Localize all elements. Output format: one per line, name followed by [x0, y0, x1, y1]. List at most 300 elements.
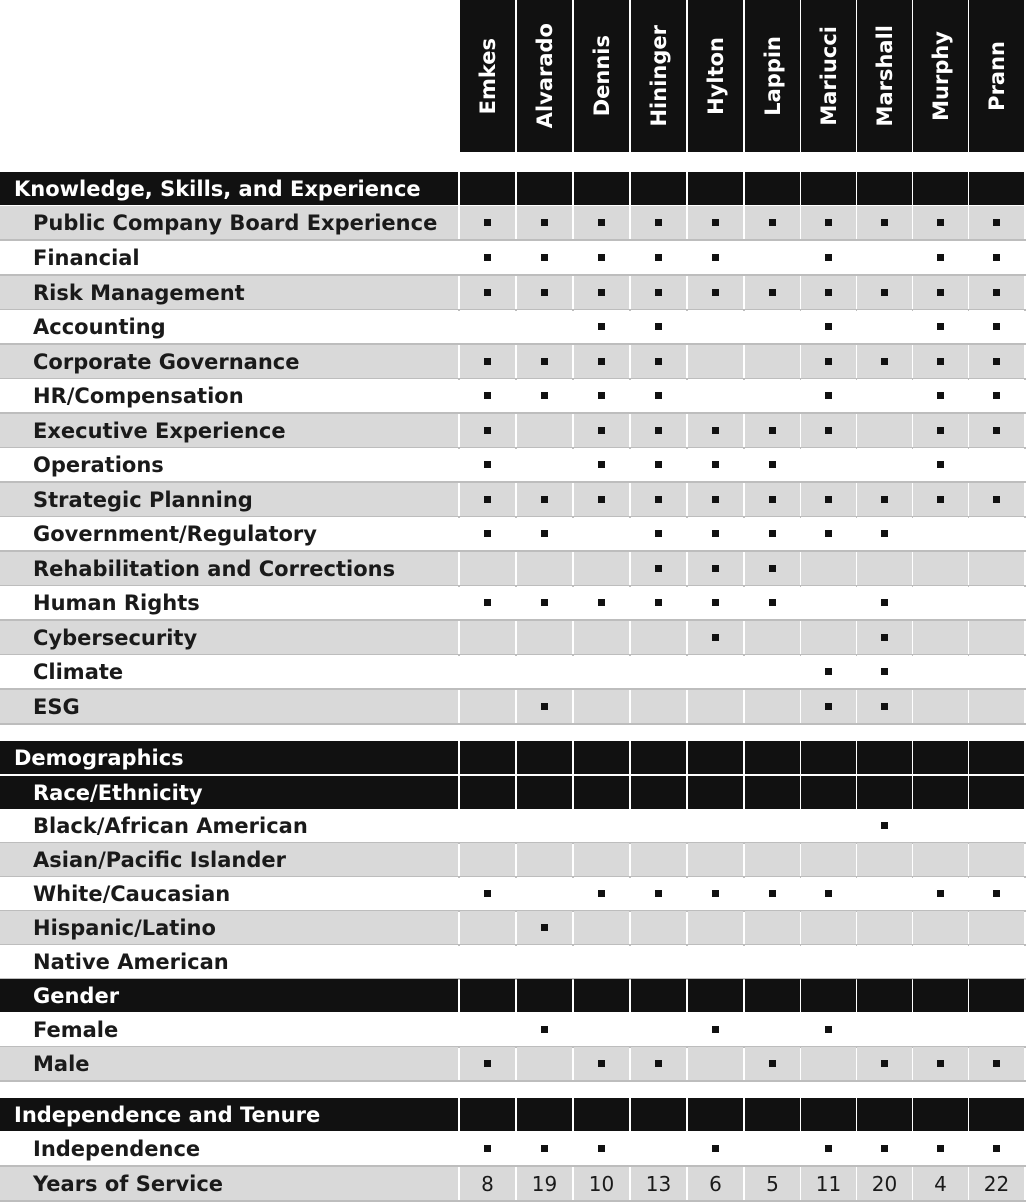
table-cell: [913, 483, 968, 516]
table-cell: [801, 483, 856, 516]
table-cell: [688, 172, 743, 205]
table-cell: [631, 552, 686, 585]
table-cell: [969, 345, 1024, 378]
table-cell: [688, 1098, 743, 1131]
table-cell: [913, 979, 968, 1012]
checkmark-square-icon: [541, 254, 548, 261]
row-label: Public Company Board Experience: [0, 206, 458, 239]
table-cell: [460, 776, 515, 809]
checkmark-square-icon: [881, 1145, 888, 1152]
table-cell: [913, 1098, 968, 1131]
table-cell: [745, 310, 800, 343]
director-column-header: [801, 0, 856, 152]
checkmark-square-icon: [769, 496, 776, 503]
checkmark-square-icon: [881, 634, 888, 641]
checkmark-square-icon: [825, 323, 832, 330]
table-cell: [688, 379, 743, 412]
checkmark-square-icon: [825, 219, 832, 226]
checkmark-square-icon: [881, 668, 888, 675]
table-cell: [857, 843, 912, 876]
table-cell: [574, 741, 629, 774]
table-row: [0, 843, 1026, 878]
table-cell: [688, 345, 743, 378]
checkmark-square-icon: [484, 599, 491, 606]
table-cell: [517, 945, 572, 978]
row-label: Human Rights: [0, 586, 458, 619]
checkmark-square-icon: [937, 289, 944, 296]
row-label: Female: [0, 1013, 458, 1046]
table-cell: [969, 517, 1024, 550]
table-cell: [517, 448, 572, 481]
checkmark-square-icon: [484, 461, 491, 468]
table-cell: [574, 310, 629, 343]
table-cell: [913, 945, 968, 978]
table-cell: [745, 1047, 800, 1080]
table-cell: [969, 1098, 1024, 1131]
table-cell: [460, 809, 515, 842]
table-row: [0, 655, 1026, 690]
table-cell: [857, 448, 912, 481]
checkmark-square-icon: [712, 289, 719, 296]
section-title: Independence and Tenure: [0, 1098, 458, 1131]
table-cell: [745, 877, 800, 910]
table-cell: [913, 310, 968, 343]
checkmark-square-icon: [937, 358, 944, 365]
table-cell: [460, 741, 515, 774]
table-cell: [857, 172, 912, 205]
checkmark-square-icon: [541, 392, 548, 399]
table-cell: [688, 586, 743, 619]
table-cell: [969, 241, 1024, 274]
table-cell: [574, 241, 629, 274]
checkmark-square-icon: [655, 254, 662, 261]
checkmark-square-icon: [881, 703, 888, 710]
checkmark-square-icon: [937, 1060, 944, 1067]
table-cell: [631, 483, 686, 516]
checkmark-square-icon: [484, 496, 491, 503]
table-cell: [745, 517, 800, 550]
table-cell: [857, 1047, 912, 1080]
table-cell: [913, 1132, 968, 1165]
checkmark-square-icon: [598, 358, 605, 365]
table-cell: [688, 1047, 743, 1080]
checkmark-square-icon: [484, 1060, 491, 1067]
table-cell: [631, 241, 686, 274]
checkmark-square-icon: [598, 461, 605, 468]
table-cell: [688, 276, 743, 309]
table-cell: [969, 379, 1024, 412]
table-cell: [460, 448, 515, 481]
table-cell: [857, 877, 912, 910]
table-cell: [517, 1047, 572, 1080]
table-cell: 13: [631, 1167, 686, 1200]
table-cell: [688, 206, 743, 239]
table-cell: [913, 741, 968, 774]
table-cell: [913, 379, 968, 412]
checkmark-square-icon: [598, 392, 605, 399]
section-header-row: [0, 172, 1026, 205]
checkmark-square-icon: [937, 427, 944, 434]
checkmark-square-icon: [993, 392, 1000, 399]
checkmark-square-icon: [484, 530, 491, 537]
checkmark-square-icon: [541, 599, 548, 606]
table-cell: [913, 1047, 968, 1080]
table-cell: [460, 945, 515, 978]
table-cell: [745, 379, 800, 412]
table-cell: [574, 414, 629, 447]
table-cell: [574, 911, 629, 944]
table-cell: [460, 310, 515, 343]
table-cell: [969, 690, 1024, 723]
table-cell: [517, 414, 572, 447]
checkmark-square-icon: [993, 1060, 1000, 1067]
table-cell: [460, 414, 515, 447]
checkmark-square-icon: [484, 254, 491, 261]
director-column-header: [913, 0, 968, 152]
row-label: Hispanic/Latino: [0, 911, 458, 944]
table-cell: [969, 172, 1024, 205]
director-column-header: [460, 0, 515, 152]
table-cell: [857, 586, 912, 619]
row-label: Asian/Pacific Islander: [0, 843, 458, 876]
checkmark-square-icon: [769, 427, 776, 434]
table-cell: [631, 379, 686, 412]
checkmark-square-icon: [484, 358, 491, 365]
table-cell: [688, 690, 743, 723]
table-cell: [517, 843, 572, 876]
table-cell: [913, 345, 968, 378]
checkmark-square-icon: [825, 358, 832, 365]
table-cell: 4: [913, 1167, 968, 1200]
table-cell: [913, 414, 968, 447]
table-cell: [517, 379, 572, 412]
table-cell: [517, 552, 572, 585]
table-cell: [801, 517, 856, 550]
table-cell: [969, 945, 1024, 978]
director-column-header: [745, 0, 800, 152]
table-cell: [460, 172, 515, 205]
table-cell: [801, 741, 856, 774]
checkmark-square-icon: [825, 530, 832, 537]
section-header-row: [0, 979, 1026, 1012]
table-cell: [913, 911, 968, 944]
checkmark-square-icon: [825, 668, 832, 675]
table-cell: [574, 276, 629, 309]
checkmark-square-icon: [598, 254, 605, 261]
checkmark-square-icon: [541, 703, 548, 710]
table-cell: [688, 1132, 743, 1165]
table-cell: [857, 621, 912, 654]
table-cell: [745, 690, 800, 723]
table-cell: [745, 414, 800, 447]
checkmark-square-icon: [541, 289, 548, 296]
table-cell: [517, 310, 572, 343]
table-row: [0, 448, 1026, 483]
table-cell: [801, 241, 856, 274]
table-cell: [969, 877, 1024, 910]
table-row: [0, 517, 1026, 552]
table-cell: [631, 1013, 686, 1046]
table-row: [0, 1132, 1026, 1167]
table-cell: [574, 655, 629, 688]
director-name: Prann: [984, 41, 1009, 111]
table-cell: [913, 241, 968, 274]
checkmark-square-icon: [881, 822, 888, 829]
checkmark-square-icon: [712, 219, 719, 226]
table-cell: [688, 517, 743, 550]
table-cell: [517, 979, 572, 1012]
table-cell: [688, 552, 743, 585]
table-row: [0, 276, 1026, 311]
checkmark-square-icon: [937, 890, 944, 897]
table-cell: [574, 979, 629, 1012]
checkmark-square-icon: [598, 496, 605, 503]
table-cell: [517, 345, 572, 378]
checkmark-square-icon: [769, 890, 776, 897]
section-header-row: [0, 741, 1026, 774]
checkmark-square-icon: [937, 219, 944, 226]
checkmark-square-icon: [598, 1060, 605, 1067]
table-row: [0, 690, 1026, 725]
table-cell: [857, 911, 912, 944]
checkmark-square-icon: [993, 358, 1000, 365]
table-row: [0, 241, 1026, 276]
table-cell: [913, 448, 968, 481]
director-header-row: [0, 0, 1026, 152]
table-cell: [857, 741, 912, 774]
table-cell: [745, 483, 800, 516]
table-cell: [969, 310, 1024, 343]
checkmark-square-icon: [655, 890, 662, 897]
table-cell: [913, 877, 968, 910]
section-title: Demographics: [0, 741, 458, 774]
table-cell: [745, 586, 800, 619]
table-cell: [745, 206, 800, 239]
table-cell: [460, 843, 515, 876]
table-cell: [857, 655, 912, 688]
checkmark-square-icon: [712, 530, 719, 537]
table-cell: [969, 809, 1024, 842]
table-cell: [857, 206, 912, 239]
table-cell: [857, 345, 912, 378]
table-cell: [688, 979, 743, 1012]
table-cell: [857, 1132, 912, 1165]
checkmark-square-icon: [825, 1145, 832, 1152]
table-cell: [801, 172, 856, 205]
table-cell: [631, 1098, 686, 1131]
table-cell: [801, 621, 856, 654]
table-cell: [460, 1132, 515, 1165]
table-cell: [745, 1013, 800, 1046]
table-cell: [574, 586, 629, 619]
table-cell: [631, 843, 686, 876]
checkmark-square-icon: [937, 392, 944, 399]
table-cell: [517, 241, 572, 274]
row-label: Male: [0, 1047, 458, 1080]
checkmark-square-icon: [712, 634, 719, 641]
row-label: Black/African American: [0, 809, 458, 842]
checkmark-square-icon: [598, 890, 605, 897]
table-cell: [913, 586, 968, 619]
checkmark-square-icon: [769, 530, 776, 537]
table-cell: [801, 945, 856, 978]
table-cell: [857, 379, 912, 412]
table-cell: [913, 655, 968, 688]
table-cell: [574, 776, 629, 809]
row-label: Corporate Governance: [0, 345, 458, 378]
table-cell: [801, 911, 856, 944]
checkmark-square-icon: [655, 323, 662, 330]
section-title: Race/Ethnicity: [0, 776, 458, 809]
table-cell: [688, 843, 743, 876]
table-cell: [631, 945, 686, 978]
table-cell: [745, 655, 800, 688]
table-cell: [688, 809, 743, 842]
table-cell: [745, 1098, 800, 1131]
checkmark-square-icon: [541, 924, 548, 931]
row-label: Accounting: [0, 310, 458, 343]
table-cell: [857, 517, 912, 550]
checkmark-square-icon: [993, 496, 1000, 503]
director-column-header: [574, 0, 629, 152]
table-cell: 19: [517, 1167, 572, 1200]
director-name: Dennis: [589, 35, 614, 117]
row-label: Operations: [0, 448, 458, 481]
checkmark-square-icon: [993, 254, 1000, 261]
table-cell: [857, 552, 912, 585]
director-name: Murphy: [928, 31, 953, 121]
table-cell: [745, 945, 800, 978]
table-cell: [460, 483, 515, 516]
table-cell: [913, 1013, 968, 1046]
table-cell: [969, 1047, 1024, 1080]
table-cell: [574, 621, 629, 654]
checkmark-square-icon: [484, 890, 491, 897]
table-cell: [631, 911, 686, 944]
checkmark-square-icon: [712, 890, 719, 897]
table-cell: [857, 241, 912, 274]
checkmark-square-icon: [881, 358, 888, 365]
row-label: Native American: [0, 945, 458, 978]
table-cell: [631, 586, 686, 619]
checkmark-square-icon: [712, 565, 719, 572]
checkmark-square-icon: [769, 219, 776, 226]
checkmark-square-icon: [712, 461, 719, 468]
table-cell: [969, 911, 1024, 944]
table-cell: [631, 414, 686, 447]
row-label: Independence: [0, 1132, 458, 1165]
table-cell: [460, 621, 515, 654]
table-cell: [631, 517, 686, 550]
table-cell: [688, 776, 743, 809]
table-cell: [913, 172, 968, 205]
table-cell: [688, 621, 743, 654]
table-cell: [801, 877, 856, 910]
table-cell: [460, 979, 515, 1012]
table-cell: [913, 843, 968, 876]
table-cell: [801, 379, 856, 412]
checkmark-square-icon: [655, 1060, 662, 1067]
table-cell: [913, 621, 968, 654]
table-cell: [631, 741, 686, 774]
table-cell: [517, 483, 572, 516]
director-name: Hininger: [646, 25, 671, 127]
table-cell: [745, 979, 800, 1012]
director-column-header: [631, 0, 686, 152]
checkmark-square-icon: [484, 289, 491, 296]
checkmark-square-icon: [937, 496, 944, 503]
table-cell: [631, 172, 686, 205]
table-cell: [517, 911, 572, 944]
checkmark-square-icon: [993, 1145, 1000, 1152]
row-label: ESG: [0, 690, 458, 723]
checkmark-square-icon: [712, 1026, 719, 1033]
table-cell: [801, 206, 856, 239]
table-cell: [969, 483, 1024, 516]
table-cell: [913, 276, 968, 309]
table-cell: [969, 1013, 1024, 1046]
checkmark-square-icon: [598, 427, 605, 434]
row-label: Government/Regulatory: [0, 517, 458, 550]
table-cell: [688, 448, 743, 481]
checkmark-square-icon: [993, 427, 1000, 434]
table-cell: [631, 276, 686, 309]
table-cell: [857, 979, 912, 1012]
table-cell: [574, 379, 629, 412]
table-row: [0, 1047, 1026, 1082]
table-cell: [857, 1013, 912, 1046]
row-label: Financial: [0, 241, 458, 274]
table-cell: [460, 276, 515, 309]
table-cell: [969, 776, 1024, 809]
table-cell: [801, 1098, 856, 1131]
table-cell: [460, 552, 515, 585]
table-cell: 8: [460, 1167, 515, 1200]
checkmark-square-icon: [541, 358, 548, 365]
table-cell: [745, 809, 800, 842]
checkmark-square-icon: [598, 323, 605, 330]
table-cell: [801, 345, 856, 378]
director-column-header: [857, 0, 912, 152]
checkmark-square-icon: [993, 890, 1000, 897]
table-cell: 5: [745, 1167, 800, 1200]
table-cell: [801, 310, 856, 343]
table-cell: [688, 414, 743, 447]
table-cell: [574, 1132, 629, 1165]
table-cell: [688, 911, 743, 944]
table-cell: [913, 206, 968, 239]
table-cell: [574, 552, 629, 585]
director-column-header: [517, 0, 572, 152]
table-row: [0, 206, 1026, 241]
table-cell: [631, 776, 686, 809]
table-cell: [801, 979, 856, 1012]
table-cell: [517, 690, 572, 723]
table-cell: [631, 1132, 686, 1165]
table-row: [0, 414, 1026, 449]
table-cell: 20: [857, 1167, 912, 1200]
table-row: [0, 1013, 1026, 1048]
table-cell: [517, 206, 572, 239]
table-cell: [913, 809, 968, 842]
checkmark-square-icon: [484, 219, 491, 226]
table-cell: [969, 206, 1024, 239]
table-cell: [517, 517, 572, 550]
checkmark-square-icon: [881, 219, 888, 226]
table-cell: [745, 172, 800, 205]
checkmark-square-icon: [712, 496, 719, 503]
row-label: Climate: [0, 655, 458, 688]
